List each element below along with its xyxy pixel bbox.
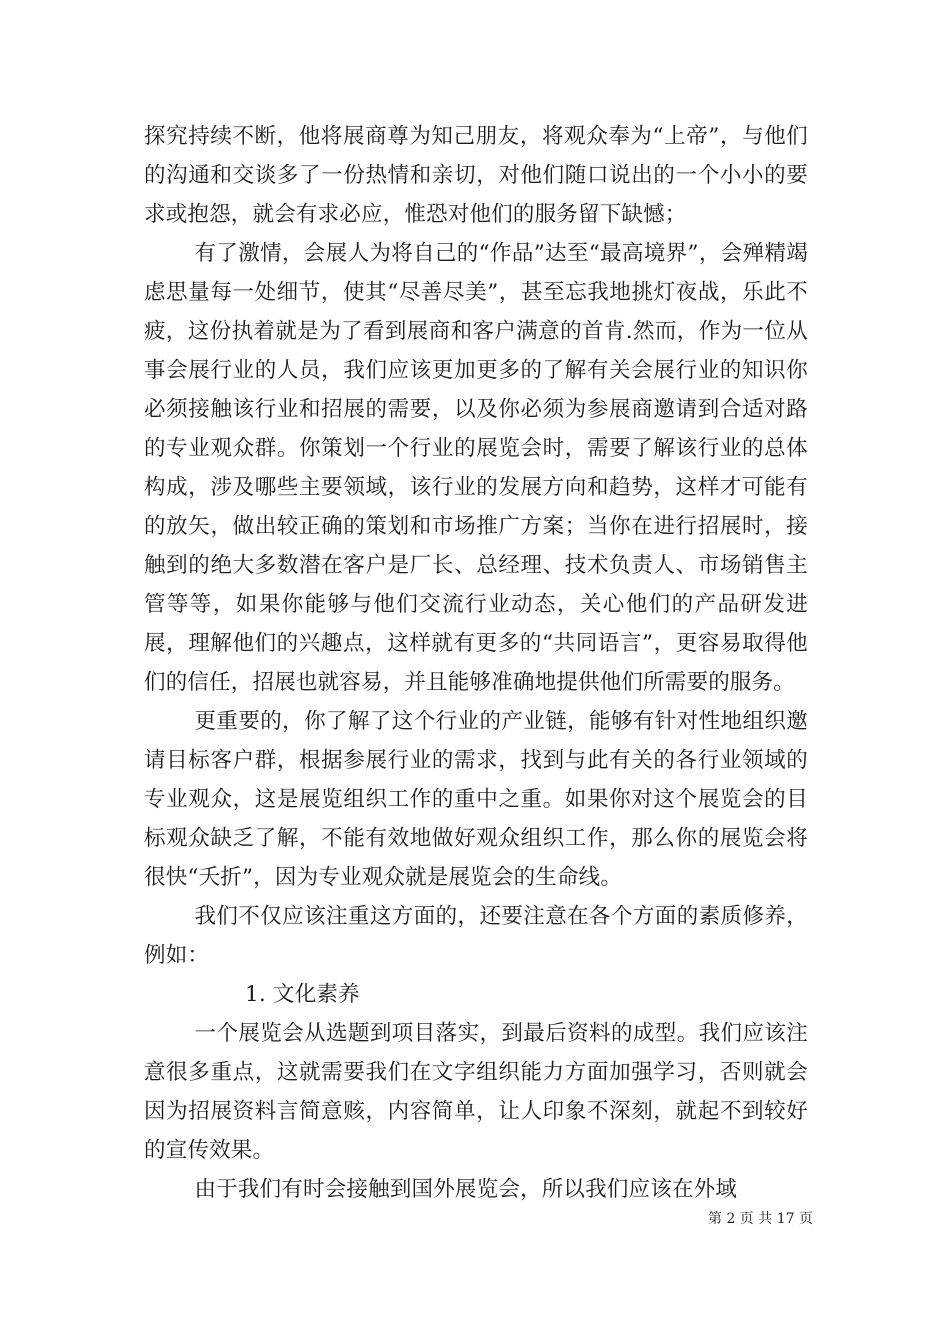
paragraph-industry-chain: 更重要的，你了解了这个行业的产业链，能够有针对性地组织邀请目标客户群，根据参展行业的需求，找到与此有关的各行业领域的专业观众，这是展览组织工作的重中之重。如果你对这个展览会的目标观众缺乏了解，不能有效地做好观众组织工作，那么你的展览会将很快“夭折”，因为专业观众就是展览会的生命线。 [144,709,808,890]
paragraph-passion: 有了激情，会展人为将自己的“作品”达至“最高境界”，会殚精竭虑思量每一处细节，使其“尽善尽美”，甚至忘我地挑灯夜战，乐此不疲，这份执着就是为了看到展商和客户满意的首肯.然而，作为一位从事会展行业的人员，我们应该更加更多的了解有关会展行业的知识你必须接触该行业和招展的需要，以及你必须为参展商邀请到合适对路的专业观众群。你策划一个行业的展览会时，需要了解该行业的总体构成，涉及哪些主要领域，该行业的发展方向和趋势，这样才可能有的放矢，做出较正确的策划和市场推广方案；当你在进行招展时，接触到的绝大多数潜在客户是厂长、总经理、技术负责人、市场销售主管等等，如果你能够与他们交流行业动态，关心他们的产品研发进展，理解他们的兴趣点，这样就有更多的“共同语言”，更容易取得他们的信任，招展也就容易，并且能够准确地提供他们所需要的服务。 [144,241,808,695]
section-heading-culture: 1. 文化素养 [245,982,360,1007]
paragraph-continuation: 探究持续不断，他将展商尊为知己朋友，将观众奉为“上帝”，与他们的沟通和交谈多了一份热情和亲切，对他们随口说出的一个小小的要求或抱怨，就会有求必应，惟恐对他们的服务留下缺憾； [144,124,808,227]
paragraph-foreign-exhibitions: 由于我们有时会接触到国外展览会，所以我们应该在外域 [194,1177,738,1202]
page-number-footer: 第 2 页 共 17 页 [708,1211,813,1227]
paragraph-qualities-intro: 我们不仅应该注重这方面的，还要注意在各个方面的素质修养，例如： [144,904,808,968]
body-text [144,117,808,1209]
paragraph-culture: 一个展览会从选题到项目落实，到最后资料的成型。我们应该注意很多重点，这就需要我们在文字组织能力方面加强学习，否则就会因为招展资料言简意赅，内容简单，让人印象不深刻，就起不到较好的宣传效果。 [144,1021,808,1163]
